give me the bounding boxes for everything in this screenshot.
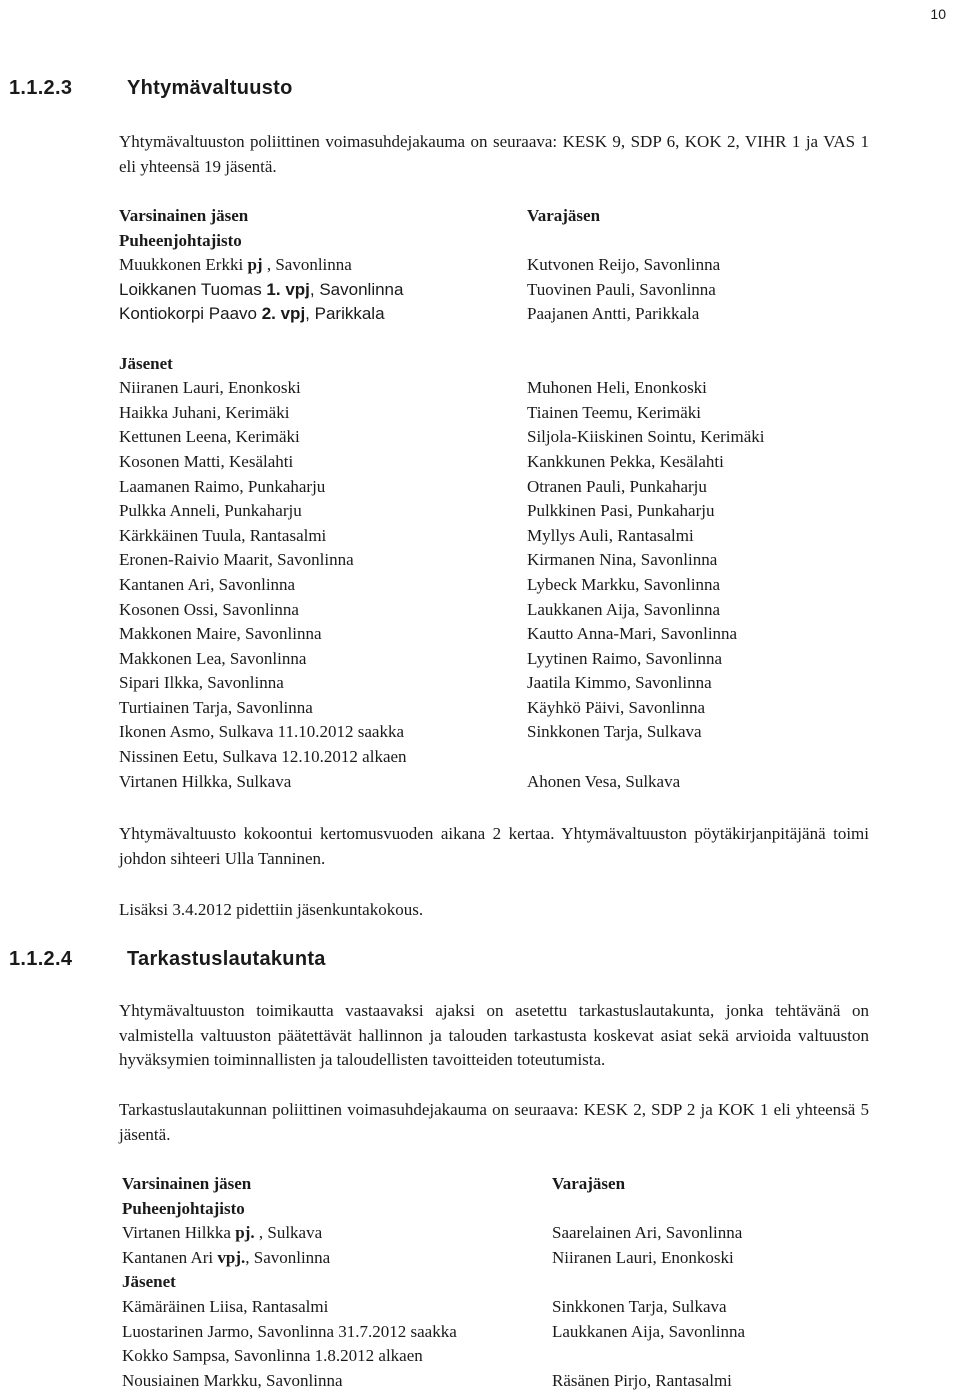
deputy-member-row: Tiainen Teemu, Kerimäki [527, 402, 701, 422]
member-row: Pulkka Anneli, Punkaharju [119, 501, 302, 521]
varsinainen-heading: Varsinainen jäsen [122, 1174, 252, 1193]
chair-name: Loikkanen Tuomas [119, 279, 267, 299]
deputy-chair-list [552, 1221, 745, 1270]
member-row: Kosonen Matti, Kesälahti [119, 451, 294, 471]
deputy-member-row: Jaatila Kimmo, Savonlinna [527, 673, 712, 693]
member-row: Niiranen Lauri, Enonkoski [119, 378, 301, 398]
deputy-chair-row: Tuovinen Pauli, Savonlinna [527, 279, 716, 299]
deputy-chair-list [527, 253, 765, 327]
chair-role: pj [247, 255, 263, 275]
deputy-member-row: Lybeck Markku, Savonlinna [527, 574, 721, 594]
member-row: Kosonen Ossi, Savonlinna [119, 599, 299, 619]
member-row: Sipari Ilkka, Savonlinna [119, 673, 284, 693]
council-deputy-column [527, 204, 765, 794]
section-number: 1.1.2.4 [9, 948, 73, 970]
member-row: Kantanen Ari, Savonlinna [119, 574, 296, 594]
member-list [119, 376, 407, 794]
member-row: Kettunen Leena, Kerimäki [119, 427, 300, 447]
varajasen-heading: Varajäsen [552, 1174, 626, 1193]
chair-municipality: , Parikkala [305, 304, 385, 324]
deputy-member-row: Sinkkonen Tarja, Sulkava [552, 1296, 727, 1316]
deputy-chair-row: Kutvonen Reijo, Savonlinna [527, 255, 721, 275]
member-row: Luostarinen Jarmo, Savonlinna 31.7.2012 saakka [122, 1321, 457, 1341]
deputy-member-row: Kankkunen Pekka, Kesälahti [527, 451, 724, 471]
closing-paragraph: Yhtymävaltuusto kokoontui kertomusvuoden aikana 2 kertaa. Yhtymävaltuuston pöytäkirjanpitäjänä toimi johdon sihteeri Ulla Tanninen. [119, 824, 869, 868]
jasenet-heading: Jäsenet [119, 353, 173, 373]
member-row: Makkonen Lea, Savonlinna [119, 648, 307, 668]
chair-municipality: , Savonlinna [262, 255, 352, 275]
chair-list-container [119, 253, 407, 327]
chair-row [119, 302, 407, 327]
chair-row [119, 253, 407, 278]
chair-row [122, 1221, 457, 1246]
chair-role: vpj. [217, 1247, 246, 1267]
deputy-member-row: Lyytinen Raimo, Savonlinna [527, 648, 723, 668]
chair-role: 2. vpj [261, 304, 306, 324]
deputy-member-row: Kirmanen Nina, Savonlinna [527, 550, 718, 570]
section-number: 1.1.2.3 [9, 77, 73, 99]
chair-role: pj. [235, 1223, 255, 1243]
deputy-member-row: Käyhkö Päivi, Savonlinna [527, 697, 706, 717]
deputy-chair-row: Niiranen Lauri, Enonkoski [552, 1247, 734, 1267]
chair-municipality: , Sulkava [254, 1223, 323, 1243]
audit-deputy-column [552, 1172, 745, 1393]
puheenjohtajisto-heading: Puheenjohtajisto [122, 1198, 245, 1218]
member-row: Nousiainen Markku, Savonlinna [122, 1370, 343, 1390]
member-row: Eronen-Raivio Maarit, Savonlinna [119, 550, 354, 570]
chair-name: Kantanen Ari [122, 1247, 218, 1267]
varajasen-heading: Varajäsen [527, 206, 601, 225]
deputy-member-row [527, 745, 765, 770]
member-row: Makkonen Maire, Savonlinna [119, 624, 322, 644]
chair-name: Kontiokorpi Paavo [119, 304, 262, 324]
chair-name: Virtanen Hilkka [122, 1223, 236, 1243]
deputy-chair-row: Saarelainen Ari, Savonlinna [552, 1223, 743, 1243]
deputy-member-list [527, 376, 765, 794]
member-row: Nissinen Eetu, Sulkava 12.10.2012 alkaen [119, 747, 407, 767]
audit-regular-column [122, 1172, 457, 1393]
member-row: Virtanen Hilkka, Sulkava [119, 771, 292, 791]
chair-municipality: , Savonlinna [245, 1247, 331, 1267]
chair-row [122, 1246, 457, 1271]
council-regular-column [119, 204, 407, 794]
deputy-member-row: Laukkanen Aija, Savonlinna [552, 1321, 746, 1341]
deputy-chair-row: Paajanen Antti, Parikkala [527, 304, 700, 324]
member-list [122, 1295, 457, 1393]
audit-paragraph-1: Yhtymävaltuuston toimikautta vastaavaksi ajaksi on asetettu tarkastuslautakunta, jonka tehtävänä on valmistella valtuuston päätettävät hallinnon ja talouden tarkastusta koskevat asiat sekä arvioida valtuuston hyväksymien toiminnallisten ja taloudellisten tavoitteiden toteutumista. [119, 1001, 869, 1070]
deputy-member-row: Kautto Anna-Mari, Savonlinna [527, 624, 738, 644]
deputy-member-row: Muhonen Heli, Enonkoski [527, 378, 707, 398]
chair-role: 1. vpj [266, 279, 310, 299]
deputy-member-row: Myllys Auli, Rantasalmi [527, 525, 694, 545]
deputy-member-row [552, 1344, 745, 1369]
deputy-member-row: Laukkanen Aija, Savonlinna [527, 599, 721, 619]
chair-name: Muukkonen Erkki [119, 255, 248, 275]
deputy-member-row: Otranen Pauli, Punkaharju [527, 476, 707, 496]
member-row: Ikonen Asmo, Sulkava 11.10.2012 saakka [119, 722, 405, 742]
extra-paragraph: Lisäksi 3.4.2012 pidettiin jäsenkuntakokous. [119, 900, 424, 919]
varsinainen-heading: Varsinainen jäsen [119, 206, 249, 225]
section-title: Yhtymävaltuusto [127, 77, 293, 99]
chair-list-container [122, 1221, 457, 1270]
deputy-member-row: Ahonen Vesa, Sulkava [527, 771, 681, 791]
audit-paragraph-2: Tarkastuslautakunnan poliittinen voimasuhdejakauma on seuraava: KESK 2, SDP 2 ja KOK 1 eli yhteensä 5 jäsentä. [119, 1100, 869, 1144]
chair-row [119, 278, 407, 303]
member-row: Haikka Juhani, Kerimäki [119, 402, 290, 422]
section-title: Tarkastuslautakunta [127, 948, 326, 970]
deputy-member-row: Räsänen Pirjo, Rantasalmi [552, 1370, 732, 1390]
puheenjohtajisto-heading: Puheenjohtajisto [119, 230, 242, 250]
member-row: Kämäräinen Liisa, Rantasalmi [122, 1296, 329, 1316]
member-row: Turtiainen Tarja, Savonlinna [119, 697, 313, 717]
member-row: Kokko Sampsa, Savonlinna 1.8.2012 alkaen [122, 1346, 423, 1366]
intro-paragraph: Yhtymävaltuuston poliittinen voimasuhdejakauma on seuraava: KESK 9, SDP 6, KOK 2, VIHR 1 ja VAS 1 eli yhteensä 19 jäsentä. [119, 132, 869, 176]
member-row: Laamanen Raimo, Punkaharju [119, 476, 326, 496]
deputy-member-list [552, 1295, 745, 1393]
deputy-member-row: Sinkkonen Tarja, Sulkava [527, 722, 702, 742]
member-row: Kärkkäinen Tuula, Rantasalmi [119, 525, 327, 545]
jasenet-heading: Jäsenet [122, 1272, 176, 1292]
page-number: 10 [930, 6, 946, 22]
deputy-member-row: Pulkkinen Pasi, Punkaharju [527, 501, 715, 521]
deputy-member-row: Siljola-Kiiskinen Sointu, Kerimäki [527, 427, 765, 447]
chair-municipality: , Savonlinna [309, 279, 404, 299]
